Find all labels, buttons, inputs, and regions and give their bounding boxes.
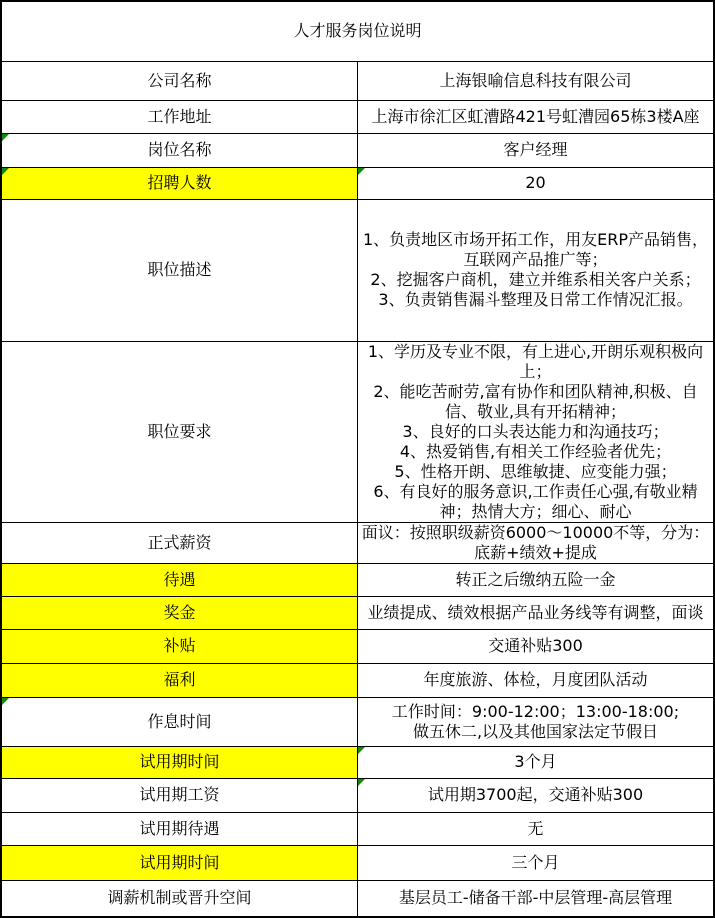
cell-flag-triangle-icon xyxy=(2,168,9,175)
row-value-line: 3、负责销售漏斗整理及日常工作情况汇报。 xyxy=(378,290,693,309)
row-value-position-name xyxy=(358,133,715,167)
row-value-line: 交通补贴300 xyxy=(488,636,583,655)
table-row-probation-period-2 xyxy=(1,845,714,880)
row-value-line: 工作时间：9:00-12:00；13:00-18:00; xyxy=(391,701,680,721)
table-row-headcount xyxy=(1,167,714,199)
table-row-work-address xyxy=(1,100,714,133)
row-value-line: 3个月 xyxy=(514,752,557,771)
row-label-text: 试用期时间 xyxy=(139,852,220,872)
cell-flag-triangle-icon xyxy=(358,168,365,175)
row-label-welfare xyxy=(1,663,358,697)
table-row-probation-benefits xyxy=(1,812,714,845)
row-label-benefits xyxy=(1,563,358,596)
row-value-line: 做五休二,以及其他国家法定节假日 xyxy=(412,721,659,741)
table-row-company-name xyxy=(1,61,714,100)
row-value-line: 1、学历及专业不限，有上进心,开朗乐观积极向上； xyxy=(367,341,704,381)
table-row-benefits xyxy=(1,563,714,596)
row-value-line: 无 xyxy=(527,818,544,838)
row-value-probation-period xyxy=(358,746,715,778)
row-value-line: 1、负责地区市场开拓工作，用友ERP产品销售，互联网产品推广等； xyxy=(362,230,709,269)
row-value-line: 年度旅游、体检，月度团队活动 xyxy=(423,670,648,689)
row-label-probation-period xyxy=(1,746,358,778)
row-value-job-description xyxy=(358,199,715,341)
row-label-text: 作息时间 xyxy=(147,711,212,731)
row-label-headcount xyxy=(1,167,358,199)
row-value-probation-benefits xyxy=(358,812,715,845)
row-label-text: 待遇 xyxy=(163,569,196,589)
row-label-text: 奖金 xyxy=(163,602,196,622)
table-row-position-name xyxy=(1,133,714,167)
cell-flag-triangle-icon xyxy=(2,134,9,141)
row-label-promotion-path xyxy=(1,880,358,917)
table-row-job-description xyxy=(1,199,714,341)
row-label-text: 岗位名称 xyxy=(147,140,212,159)
row-value-promotion-path xyxy=(358,880,715,917)
cell-flag-triangle-icon xyxy=(358,747,365,754)
row-label-text: 职位要求 xyxy=(147,421,212,441)
row-label-text: 试用期时间 xyxy=(139,752,220,771)
row-value-line: 5、性格开朗、思维敏捷、应变能力强； xyxy=(394,461,677,481)
row-label-text: 工作地址 xyxy=(147,106,212,126)
row-value-line: 上海市徐汇区虹漕路421号虹漕园65栋3楼A座 xyxy=(371,106,700,126)
row-value-benefits xyxy=(358,563,715,596)
row-value-probation-salary xyxy=(358,778,715,812)
row-label-company-name xyxy=(1,61,358,100)
row-label-position-name xyxy=(1,133,358,167)
row-value-line: 上海银喻信息科技有限公司 xyxy=(439,70,632,90)
row-label-work-schedule xyxy=(1,697,358,746)
row-value-formal-salary xyxy=(358,522,715,563)
row-value-line: 4、热爱销售,有相关工作经验者优先； xyxy=(399,441,672,461)
row-value-company-name xyxy=(358,61,715,100)
row-value-line: 业绩提成、绩效根据产品业务线等有调整，面谈 xyxy=(367,602,704,622)
row-value-job-requirements xyxy=(358,341,715,522)
row-value-line: 20 xyxy=(525,173,546,192)
row-label-probation-salary xyxy=(1,778,358,812)
row-value-line: 面议：按照职级薪资6000～10000不等，分为：底薪+绩效+提成 xyxy=(361,522,710,562)
table-row-formal-salary xyxy=(1,522,714,563)
row-value-line: 2、挖掘客户商机，建立并维系相关客户关系； xyxy=(370,270,701,289)
table-row-welfare xyxy=(1,663,714,697)
row-label-text: 公司名称 xyxy=(147,70,212,90)
row-label-subsidy xyxy=(1,629,358,663)
table-row-promotion-path xyxy=(1,880,714,917)
row-label-text: 职位描述 xyxy=(147,260,212,279)
row-value-subsidy xyxy=(358,629,715,663)
row-value-line: 基层员工-储备干部-中层管理-高层管理 xyxy=(398,888,673,908)
row-value-welfare xyxy=(358,663,715,697)
cell-flag-triangle-icon xyxy=(2,698,9,705)
table-row-probation-period xyxy=(1,746,714,778)
row-label-bonus xyxy=(1,596,358,629)
row-label-text: 补贴 xyxy=(163,636,196,655)
row-label-job-description xyxy=(1,199,358,341)
row-label-text: 正式薪资 xyxy=(147,532,212,552)
table-row-work-schedule xyxy=(1,697,714,746)
row-value-line: 三个月 xyxy=(511,852,560,872)
page-title: 人才服务岗位说明 xyxy=(1,1,714,61)
table-row-bonus xyxy=(1,596,714,629)
row-value-probation-period-2 xyxy=(358,845,715,880)
table-row-probation-salary xyxy=(1,778,714,812)
table-row-job-requirements xyxy=(1,341,714,522)
row-label-work-address xyxy=(1,100,358,133)
row-value-work-schedule xyxy=(358,697,715,746)
row-label-text: 福利 xyxy=(163,670,196,689)
row-label-probation-benefits xyxy=(1,812,358,845)
cell-flag-triangle-icon xyxy=(358,779,365,786)
row-label-text: 试用期工资 xyxy=(139,785,220,804)
title-row xyxy=(1,1,714,61)
row-value-line: 客户经理 xyxy=(503,140,568,159)
row-label-formal-salary xyxy=(1,522,358,563)
row-label-text: 试用期待遇 xyxy=(139,818,220,838)
row-value-line: 转正之后缴纳五险一金 xyxy=(455,569,616,589)
row-value-work-address xyxy=(358,100,715,133)
row-label-job-requirements xyxy=(1,341,358,522)
row-label-text: 招聘人数 xyxy=(147,173,212,192)
row-value-line: 6、有良好的服务意识,工作责任心强,有敬业精神；热情大方；细心、耐心 xyxy=(373,481,698,521)
row-value-bonus xyxy=(358,596,715,629)
row-value-line: 试用期3700起，交通补贴300 xyxy=(427,785,644,804)
row-value-line: 2、能吃苦耐劳,富有协作和团队精神,积极、自信、敬业,具有开拓精神； xyxy=(373,381,698,421)
row-label-probation-period-2 xyxy=(1,845,358,880)
table-row-subsidy xyxy=(1,629,714,663)
row-value-headcount xyxy=(358,167,715,199)
row-label-text: 调薪机制或晋升空间 xyxy=(107,888,252,908)
row-value-line: 3、良好的口头表达能力和沟通技巧； xyxy=(402,421,669,441)
